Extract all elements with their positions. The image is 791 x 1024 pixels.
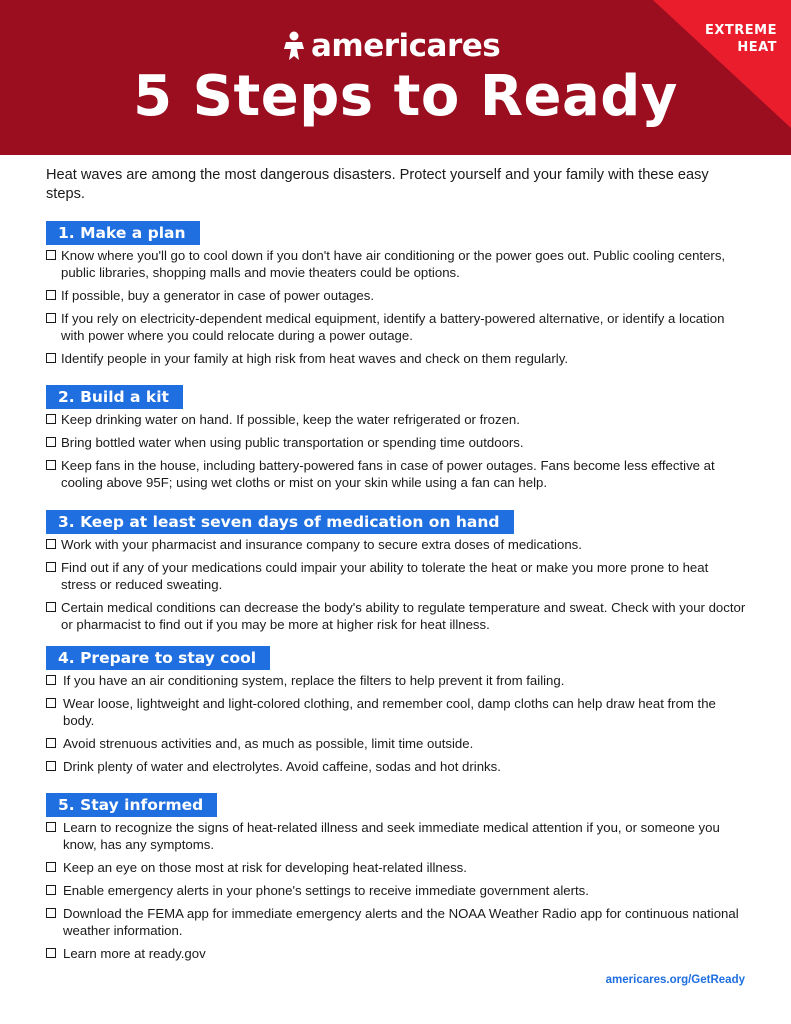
list-item <box>46 287 746 304</box>
list-item <box>46 945 746 962</box>
checkbox[interactable] <box>46 862 56 872</box>
checkbox[interactable] <box>46 908 56 918</box>
corner-tag-line: HEAT <box>737 40 777 55</box>
list-item <box>46 457 746 491</box>
checkbox[interactable] <box>46 290 56 300</box>
checkbox[interactable] <box>46 353 56 363</box>
item-text: Learn to recognize the signs of heat-related illness and seek immediate medical attention if you, or someone you know, has any symptoms. <box>63 820 720 852</box>
item-text: Keep fans in the house, including battery-powered fans in case of power outages. Fans become less effective at cooling above 95F; using wet cloths or mist on your skin while using a fan can help. <box>61 458 715 490</box>
list-item <box>46 905 746 939</box>
list-item <box>46 672 746 689</box>
item-text: If you have an air conditioning system, replace the filters to help prevent it from failing. <box>63 673 565 688</box>
section-heading: 1. Make a plan <box>46 221 200 245</box>
checkbox[interactable] <box>46 602 56 612</box>
corner-tag <box>667 22 777 56</box>
list-item <box>46 599 746 633</box>
section-heading: 2. Build a kit <box>46 385 183 409</box>
checklist <box>46 247 746 367</box>
item-text: Avoid strenuous activities and, as much as possible, limit time outside. <box>63 736 474 751</box>
item-text: Find out if any of your medications could impair your ability to tolerate the heat or make you more prone to heat stress or reduced sweating. <box>61 560 709 592</box>
checklist <box>46 411 746 491</box>
checkbox[interactable] <box>46 562 56 572</box>
item-text: Certain medical conditions can decrease the body's ability to regulate temperature and sweat. Check with your doctor or pharmacist to find out if you may be more at higher risk for heat illness. <box>61 600 746 632</box>
list-item <box>46 434 746 451</box>
corner-tag-line: EXTREME <box>705 23 777 38</box>
list-item <box>46 819 746 853</box>
list-item <box>46 859 746 876</box>
checkbox[interactable] <box>46 948 56 958</box>
checkbox[interactable] <box>46 437 56 447</box>
item-text: Learn more at ready.gov <box>63 946 206 961</box>
item-text: Download the FEMA app for immediate emergency alerts and the NOAA Weather Radio app for continuous national weather information. <box>63 906 739 938</box>
section-stay-informed <box>46 793 746 968</box>
checkbox[interactable] <box>46 414 56 424</box>
checkbox[interactable] <box>46 698 56 708</box>
checkbox[interactable] <box>46 761 56 771</box>
item-text: Keep drinking water on hand. If possible, keep the water refrigerated or frozen. <box>61 412 520 427</box>
list-item <box>46 350 746 367</box>
item-text: If you rely on electricity-dependent medical equipment, identify a battery-powered alternative, or identify a location with power where you could relocate during a power outage. <box>61 311 725 343</box>
checklist <box>46 819 746 962</box>
checkbox[interactable] <box>46 460 56 470</box>
item-text: Work with your pharmacist and insurance company to secure extra doses of medications. <box>61 537 582 552</box>
list-item <box>46 758 746 775</box>
brand <box>283 26 500 66</box>
item-text: Keep an eye on those most at risk for developing heat-related illness. <box>63 860 467 875</box>
header-banner <box>0 0 791 155</box>
section-stay-cool <box>46 646 746 781</box>
list-item <box>46 247 746 281</box>
list-item <box>46 411 746 428</box>
checklist <box>46 672 746 775</box>
person-icon <box>283 31 305 61</box>
section-heading: 4. Prepare to stay cool <box>46 646 270 670</box>
list-item <box>46 559 746 593</box>
footer-link[interactable]: americares.org/GetReady <box>605 974 745 986</box>
section-heading: 3. Keep at least seven days of medication on hand <box>46 510 514 534</box>
checkbox[interactable] <box>46 885 56 895</box>
section-heading: 5. Stay informed <box>46 793 217 817</box>
checklist <box>46 536 746 633</box>
item-text: Know where you'll go to cool down if you don't have air conditioning or the power goes out. Public cooling centers, public libraries, shopping malls and movie theaters could be options. <box>61 248 726 280</box>
item-text: Wear loose, lightweight and light-colored clothing, and remember cool, damp cloths can help draw heat from the body. <box>63 696 716 728</box>
list-item <box>46 735 746 752</box>
checkbox[interactable] <box>46 822 56 832</box>
brand-name: americares <box>311 28 501 64</box>
section-make-a-plan <box>46 221 746 373</box>
item-text: Drink plenty of water and electrolytes. Avoid caffeine, sodas and hot drinks. <box>63 759 501 774</box>
intro-text: Heat waves are among the most dangerous disasters. Protect yourself and your family with these easy steps. <box>46 167 709 202</box>
checkbox[interactable] <box>46 313 56 323</box>
item-text: Enable emergency alerts in your phone's settings to receive immediate government alerts. <box>63 883 589 898</box>
section-build-a-kit <box>46 385 746 497</box>
list-item <box>46 310 746 344</box>
list-item <box>46 536 746 553</box>
checkbox[interactable] <box>46 250 56 260</box>
checkbox[interactable] <box>46 539 56 549</box>
page-title: 5 Steps to Ready <box>133 64 678 129</box>
item-text: Identify people in your family at high risk from heat waves and check on them regularly. <box>61 351 568 366</box>
list-item <box>46 882 746 899</box>
checkbox[interactable] <box>46 675 56 685</box>
list-item <box>46 695 746 729</box>
checkbox[interactable] <box>46 738 56 748</box>
item-text: If possible, buy a generator in case of power outages. <box>61 288 375 303</box>
item-text: Bring bottled water when using public transportation or spending time outdoors. <box>61 435 524 450</box>
section-medication <box>46 510 746 639</box>
